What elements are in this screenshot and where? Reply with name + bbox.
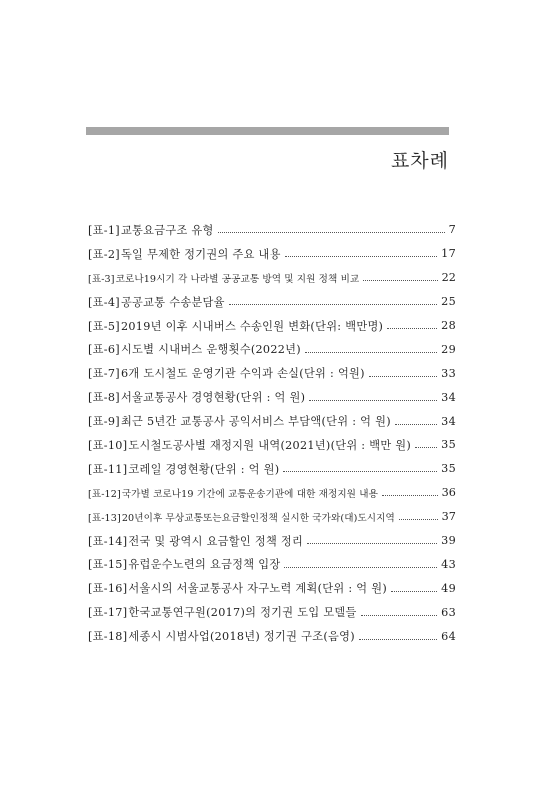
header-rule <box>86 127 449 135</box>
dot-leader <box>218 232 445 233</box>
dot-leader <box>382 495 438 496</box>
toc-entry-page: 37 <box>441 510 456 524</box>
toc-entry-label: 시도별 시내버스 운행횟수(2022년) <box>120 343 301 357</box>
toc-entry-page: 34 <box>441 390 456 404</box>
toc-entry-14[interactable] <box>88 529 456 553</box>
toc-entry-page: 7 <box>448 223 456 237</box>
toc-entry-5[interactable] <box>88 314 456 338</box>
toc-entry-page: 39 <box>441 534 456 548</box>
toc-entry-12[interactable] <box>88 481 456 505</box>
toc-entry-number: [표-1] <box>88 223 120 237</box>
dot-leader <box>359 639 437 640</box>
toc-entry-8[interactable] <box>88 385 456 409</box>
toc-entry-label: 도시철도공사별 재정지원 내역(2021년)(단위 : 백만 원) <box>128 438 412 452</box>
toc-entry-number: [표-3] <box>88 273 115 285</box>
toc-entry-number: [표-9] <box>88 415 120 429</box>
toc-entry-number: [표-10] <box>88 438 128 452</box>
dot-leader <box>391 591 437 592</box>
toc-entry-number: [표-5] <box>88 319 120 333</box>
dot-leader <box>229 304 437 305</box>
dot-leader <box>395 424 437 425</box>
toc-entry-13[interactable] <box>88 505 456 529</box>
toc-entry-4[interactable] <box>88 290 456 314</box>
toc-entry-page: 35 <box>441 438 456 452</box>
toc-entry-page: 17 <box>441 247 456 261</box>
toc-entry-11[interactable] <box>88 457 456 481</box>
toc-entry-number: [표-7] <box>88 367 120 381</box>
dot-leader <box>307 543 437 544</box>
toc-entry-number: [표-6] <box>88 343 120 357</box>
toc-entry-18[interactable] <box>88 624 456 648</box>
toc-entry-label: 코로나19시기 각 나라별 공공교통 방역 및 지원 정책 비교 <box>115 273 360 285</box>
toc-entry-page: 25 <box>441 295 456 309</box>
toc-entry-number: [표-18] <box>88 630 128 644</box>
table-of-tables <box>88 218 456 648</box>
toc-entry-7[interactable] <box>88 361 456 385</box>
dot-leader <box>399 519 438 520</box>
toc-entry-label: 전국 및 광역시 요금할인 정책 정리 <box>128 534 304 548</box>
toc-entry-6[interactable] <box>88 337 456 361</box>
dot-leader <box>361 615 438 616</box>
toc-entry-17[interactable] <box>88 600 456 624</box>
toc-entry-10[interactable] <box>88 433 456 457</box>
dot-leader <box>283 471 437 472</box>
toc-entry-16[interactable] <box>88 576 456 600</box>
toc-entry-label: 2019년 이후 시내버스 수송인원 변화(단위: 백만명) <box>120 319 384 333</box>
toc-entry-number: [표-16] <box>88 582 128 596</box>
toc-entry-label: 서울교통공사 경영현황(단위 : 억 원) <box>120 391 306 405</box>
toc-entry-page: 43 <box>441 557 456 571</box>
toc-entry-number: [표-12] <box>88 488 121 500</box>
toc-entry-page: 64 <box>441 629 456 643</box>
toc-entry-label: 6개 도시철도 운영기관 수익과 손실(단위 : 억원) <box>120 367 365 381</box>
toc-entry-3[interactable] <box>88 266 456 290</box>
toc-entry-label: 세종시 시범사업(2018년) 정기권 구조(음영) <box>128 630 355 644</box>
dot-leader <box>284 567 437 568</box>
toc-entry-number: [표-4] <box>88 295 120 309</box>
toc-entry-page: 63 <box>441 605 456 619</box>
toc-entry-label: 공공교통 수송분담율 <box>120 295 225 309</box>
toc-entry-page: 33 <box>441 366 456 380</box>
toc-entry-label: 한국교통연구원(2017)의 정기권 도입 모델들 <box>128 606 357 620</box>
toc-entry-1[interactable] <box>88 218 456 242</box>
dot-leader <box>369 376 437 377</box>
dot-leader <box>363 280 437 281</box>
toc-entry-label: 20년이후 무상교통또는요금할인정책 실시한 국가와(대)도시지역 <box>121 512 395 524</box>
toc-entry-number: [표-13] <box>88 512 121 524</box>
page-title: 표차례 <box>390 150 449 172</box>
toc-entry-page: 28 <box>441 319 456 332</box>
dot-leader <box>387 328 437 329</box>
toc-entry-number: [표-15] <box>88 558 128 572</box>
toc-entry-number: [표-11] <box>88 462 128 476</box>
toc-entry-label: 서울시의 서울교통공사 자구노력 계획(단위 : 억 원) <box>128 582 388 596</box>
toc-entry-label: 독일 무제한 정기권의 주요 내용 <box>120 247 281 261</box>
toc-entry-label: 코레일 경영현황(단위 : 억 원) <box>128 462 280 476</box>
toc-entry-page: 34 <box>441 414 456 428</box>
dot-leader <box>305 352 437 353</box>
toc-entry-label: 유럽운수노련의 요금정책 입장 <box>128 558 281 572</box>
toc-entry-page: 29 <box>441 342 456 356</box>
toc-entry-page: 35 <box>441 462 456 476</box>
toc-entry-number: [표-8] <box>88 391 120 405</box>
toc-entry-number: [표-14] <box>88 534 128 548</box>
toc-entry-label: 교통요금구조 유형 <box>120 223 214 237</box>
dot-leader <box>415 447 437 448</box>
toc-entry-page: 36 <box>441 486 456 500</box>
toc-entry-page: 49 <box>441 581 456 595</box>
toc-entry-page: 22 <box>441 271 456 285</box>
toc-entry-label: 최근 5년간 교통공사 공익서비스 부담액(단위 : 억 원) <box>120 415 391 429</box>
toc-entry-9[interactable] <box>88 409 456 433</box>
toc-entry-label: 국가별 코로나19 기간에 교통운송기관에 대한 재정지원 내용 <box>121 488 378 500</box>
toc-entry-number: [표-2] <box>88 247 120 261</box>
toc-entry-2[interactable] <box>88 242 456 266</box>
toc-entry-15[interactable] <box>88 552 456 576</box>
dot-leader <box>285 256 437 257</box>
dot-leader <box>309 400 437 401</box>
toc-entry-number: [표-17] <box>88 606 128 620</box>
